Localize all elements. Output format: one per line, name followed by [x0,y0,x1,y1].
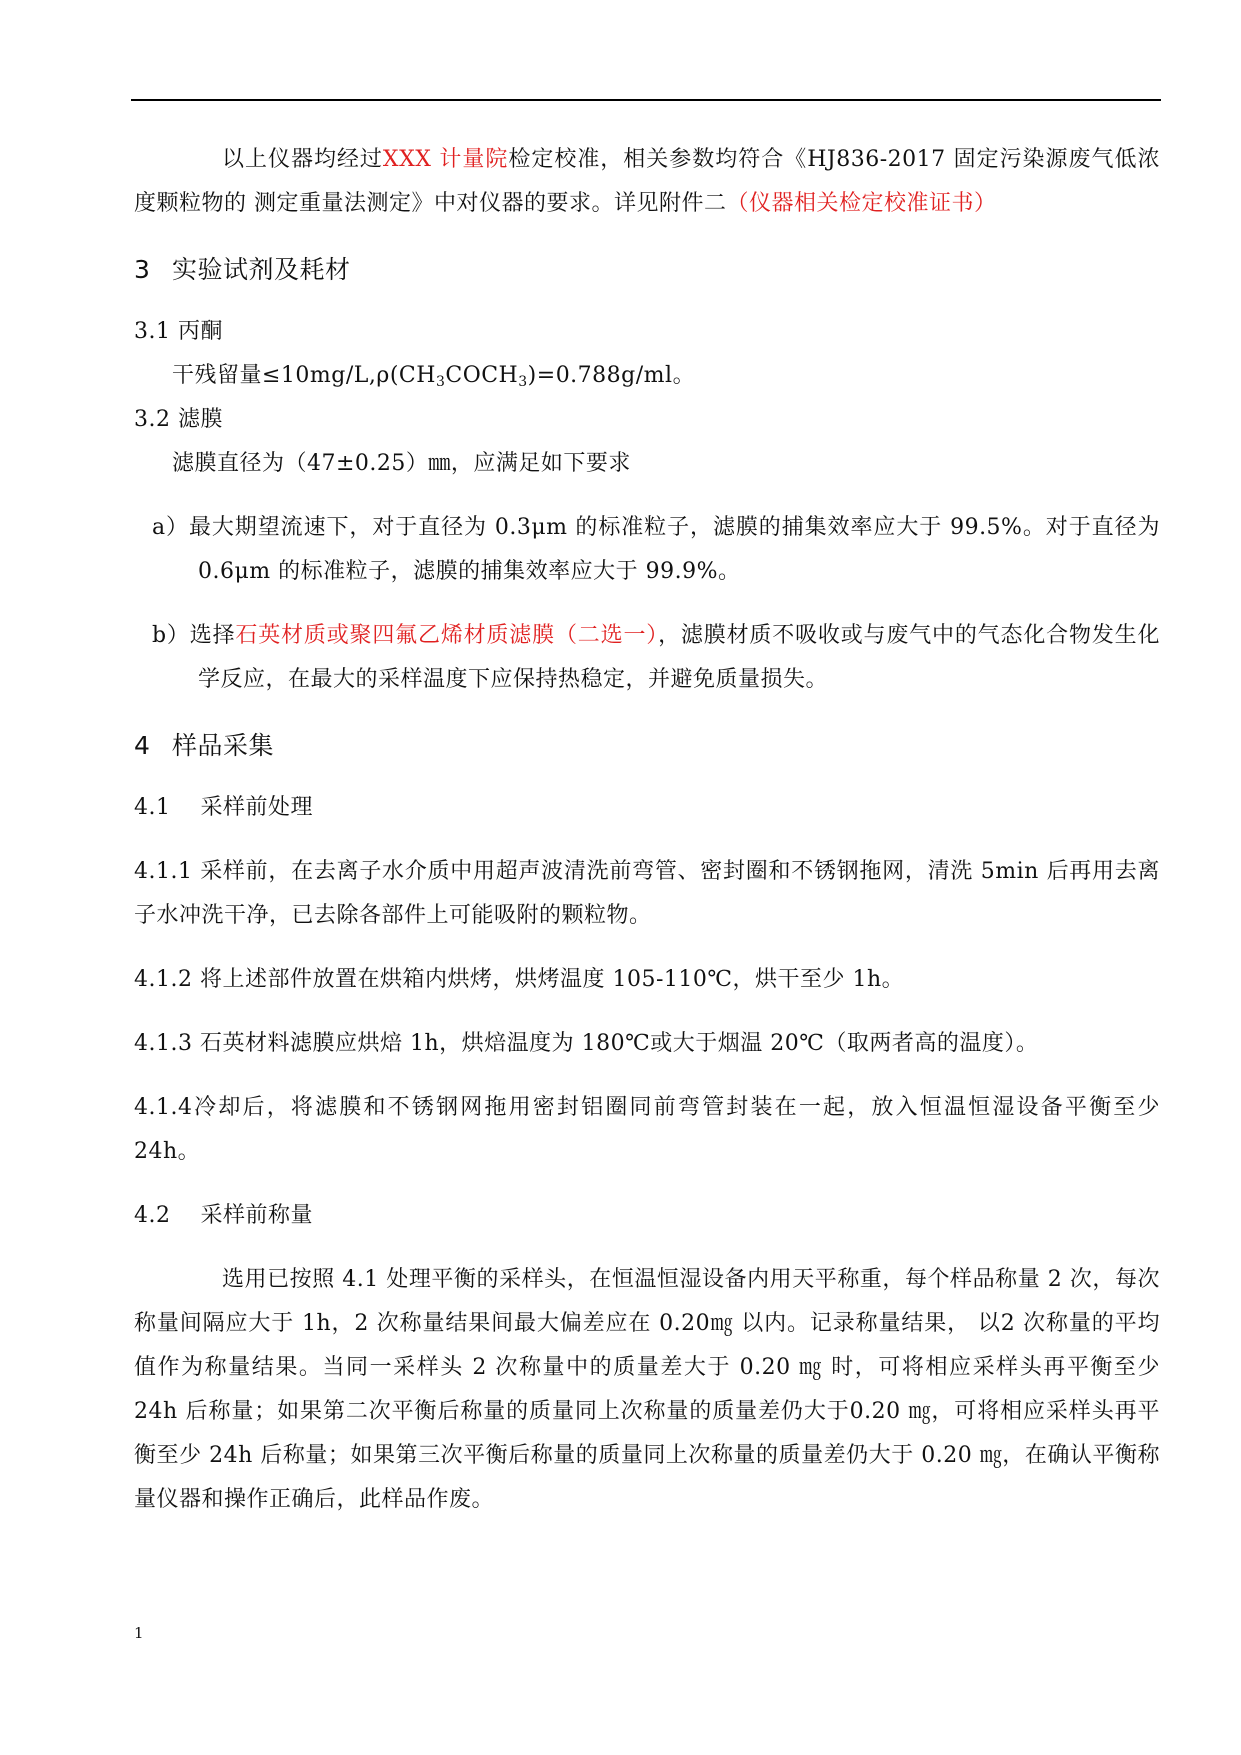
section-4-number: 4 [134,731,151,760]
acetone-spec [134,354,1160,398]
section-3-number: 3 [134,255,151,284]
clause-4-1-3: 4.1.3 石英材料滤膜应烘焙 1h，烘焙温度为 180℃或大于烟温 20℃（取两者高的温度）。 [134,1031,1039,1056]
section-4-title: 样品采集 [172,731,275,760]
acetone-sub-2: 3 [518,374,528,390]
req-b-highlight: 石英材质或聚四氟乙烯材质滤膜（二选一） [235,623,659,648]
p1-highlight-institute: XXX 计量院 [382,147,509,172]
filter-requirement-a: a）最大期望流速下，对于直径为 0.3μm 的标准粒子，滤膜的捕集效率应大于 99.5%。对于直径为 0.6μm 的标准粒子，滤膜的捕集效率应大于 99.9%。 [152,515,1160,584]
section-4-2-title: 4.2 采样前称量 [134,1203,313,1228]
acetone-spec-c: )=0.788g/ml。 [527,363,696,388]
clause-4-1-2: 4.1.2 将上述部件放置在烘箱内烘烤，烘烤温度 105-110℃，烘干至少 1h。 [134,967,905,992]
section-4-heading [134,724,1160,768]
section-3-2-title: 3.2 滤膜 [134,407,223,432]
page-number: 1 [134,1624,144,1642]
section-4-1-title: 4.1 采样前处理 [134,795,313,820]
clause-4-1-4: 4.1.4冷却后，将滤膜和不锈钢网拖用密封铝圈同前弯管封装在一起，放入恒温恒湿设备平衡至少 24h。 [134,1095,1160,1164]
section-3-title: 实验试剂及耗材 [172,255,351,284]
p1-highlight-certificate: （仪器相关检定校准证书） [726,191,997,216]
acetone-spec-b: COCH [445,363,519,388]
req-b-rest: ，滤膜材质不吸收或与废气中的气态化合物发生化学反应，在最大的采样温度下应保持热稳定，并避免质量损失。 [198,623,1160,692]
filter-requirement-b [134,614,1160,702]
p1-text-b: 检定校准，相关参数均符合《HJ836-2017 固定污染源废气低浓度颗粒物的 测定重量法测定》中对仪器的要求。详见附件二 [134,147,1160,216]
document-body [134,138,1160,1522]
acetone-sub-1: 3 [435,374,446,390]
section-3-heading [134,248,1160,292]
filter-diameter-text: 滤膜直径为（47±0.25）㎜，应满足如下要求 [172,451,631,476]
header-rule [131,99,1161,101]
p1-text-a: 以上仪器均经过 [222,147,383,172]
acetone-spec-a: 干残留量≤10mg/L,ρ(CH [172,363,436,388]
section-3-1-title: 3.1 丙酮 [134,319,223,344]
clause-4-1-1: 4.1.1 采样前，在去离子水介质中用超声波清洗前弯管、密封圈和不锈钢拖网，清洗 5min 后再用去离子水冲洗干净，已去除各部件上可能吸附的颗粒物。 [134,859,1160,928]
instrument-calibration-paragraph [134,138,1160,226]
weighing-procedure: 选用已按照 4.1 处理平衡的采样头，在恒温恒湿设备内用天平称重，每个样品称量 2 次，每次称量间隔应大于 1h，2 次称量结果间最大偏差应在 0.20㎎ 以内。记录称量结果， 以2 次称量的平均值作为称量结果。当同一采样头 2 次称量中的质量差大于 0.20 ㎎ 时，可将相应采样头再平衡至少 24h 后称量；如果第二次平衡后称量的质量同上次称量的质量差仍大于0.20 ㎎，可将相应采样头再平衡至少 24h 后称量；如果第三次平衡后称量的质量同上次称量的质量差仍大于 0.20 ㎎，在确认平衡称量仪器和操作正确后，此样品作废。 [134,1267,1160,1512]
req-b-prefix: b）选择 [152,623,236,648]
